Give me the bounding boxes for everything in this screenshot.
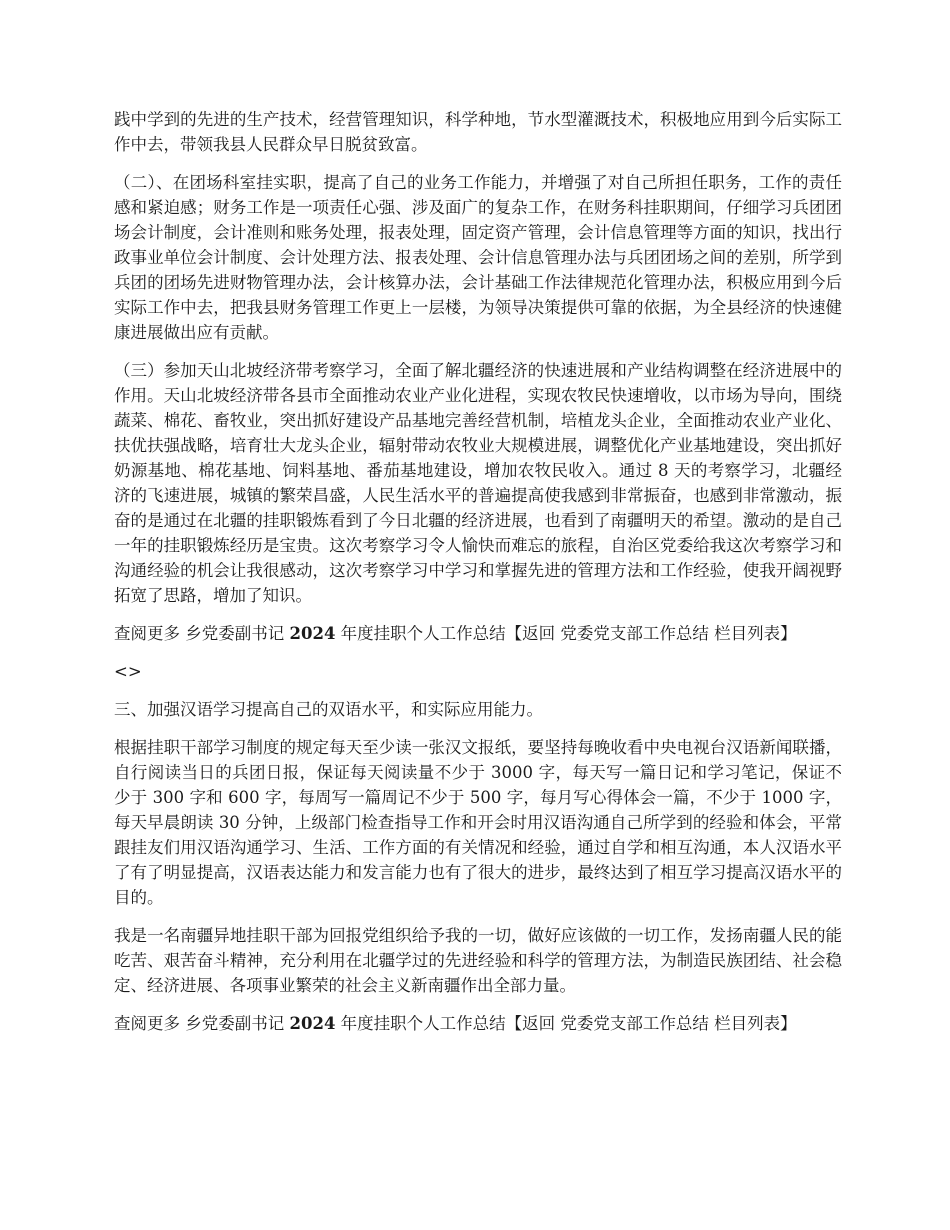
- more-link-suffix: 年度挂职个人工作总结【返回 党委党支部工作总结 栏目列表】: [335, 624, 797, 643]
- heading-section-three-language: 三、加强汉语学习提高自己的双语水平，和实际应用能力。: [114, 700, 543, 719]
- paragraph-chinese-study: 根据挂职干部学习制度的规定每天至少读一张汉文报纸，要坚持每晚收看中央电视台汉语新闻联播，自行阅读当日的兵团日报，保证每天阅读量不少于 3000 字，每天写一篇日记和学习笔记，保证不少于 300 字和 600 字，每周写一篇周记不少于 500 字，每月写心得体会一篇，不少于 1000 字，每天早晨朗读 30 分钟，上级部门检查指导工作和开会时用汉语沟通自己所学到的经验和体会，平常跟挂友们用汉语沟通学习、生活、工作方面的有关情况和经验，通过自学和相互沟通，本人汉语水平了有了明显提高，汉语表达能力和发言能力也有了很大的进步，最终达到了相互学习提高汉语水平的目的。: [114, 738, 842, 907]
- more-link-top[interactable]: [114, 621, 842, 646]
- paragraph-section-two: （二）、在团场科室挂实职，提高了自己的业务工作能力，并增强了对自己所担任职务，工作的责任感和紧迫感；财务工作是一项责任心强、涉及面广的复杂工作，在财务科挂职期间，仔细学习兵团团场会计制度，会计准则和账务处理，报表处理，固定资产管理，会计信息管理等方面的知识，找出行政事业单位会计制度、会计处理方法、报表处理、会计信息管理办法与兵团团场之间的差别，所学到兵团的团场先进财物管理办法，会计核算办法，会计基础工作法律规范化管理办法，积极应用到今后实际工作中去，把我县财务管理工作更上一层楼，为领导决策提供可靠的依据，为全县经济的快速健康进展做出应有贡献。: [114, 173, 842, 342]
- more-link-bottom[interactable]: [114, 1011, 842, 1036]
- more-link-year: 2024: [289, 624, 336, 643]
- paragraph-section-three: （三）参加天山北坡经济带考察学习，全面了解北疆经济的快速进展和产业结构调整在经济进展中的作用。天山北坡经济带各县市全面推动农业产业化进程，实现农牧民快速增收，以市场为导向，围绕蔬菜、棉花、畜牧业，突出抓好建设产品基地完善经营机制，培植龙头企业，全面推动农业产业化、扶优扶强战略，培育壮大龙头企业，辐射带动农牧业大规模进展，调整优化产业基地建设，突出抓好奶源基地、棉花基地、饲料基地、番茄基地建设，增加农牧民收入。通过 8 天的考察学习，北疆经济的飞速进展，城镇的繁荣昌盛，人民生活水平的普遍提高使我感到非常振奋，也感到非常激动，振奋的是通过在北疆的挂职锻炼看到了今日北疆的经济进展，也看到了南疆明天的希望。激动的是自己一年的挂职锻炼经历是宝贵。这次考察学习令人愉快而难忘的旅程，自治区党委给我这次考察学习和沟通经验的机会让我很感动，这次考察学习中学习和掌握先进的管理方法和工作经验，使我开阔视野拓宽了思路，增加了知识。: [114, 361, 842, 605]
- nav-mark[interactable]: <>: [114, 662, 142, 681]
- paragraph-practice-techniques: 践中学到的先进的生产技术，经营管理知识，科学种地，节水型灌溉技术，积极地应用到今后实际工作中去，带领我县人民群众早日脱贫致富。: [114, 110, 842, 154]
- more-link-prefix: 查阅更多 乡党委副书记: [114, 1014, 290, 1033]
- more-link-suffix: 年度挂职个人工作总结【返回 党委党支部工作总结 栏目列表】: [335, 1014, 797, 1033]
- paragraph-closing: 我是一名南疆异地挂职干部为回报党组织给予我的一切，做好应该做的一切工作，发扬南疆人民的能吃苦、艰苦奋斗精神，充分利用在北疆学过的先进经验和科学的管理方法，为制造民族团结、社会稳定、经济进展、各项事业繁荣的社会主义新南疆作出全部力量。: [114, 926, 842, 995]
- more-link-year: 2024: [289, 1014, 336, 1033]
- more-link-prefix: 查阅更多 乡党委副书记: [114, 624, 290, 643]
- document-body: [114, 107, 842, 1049]
